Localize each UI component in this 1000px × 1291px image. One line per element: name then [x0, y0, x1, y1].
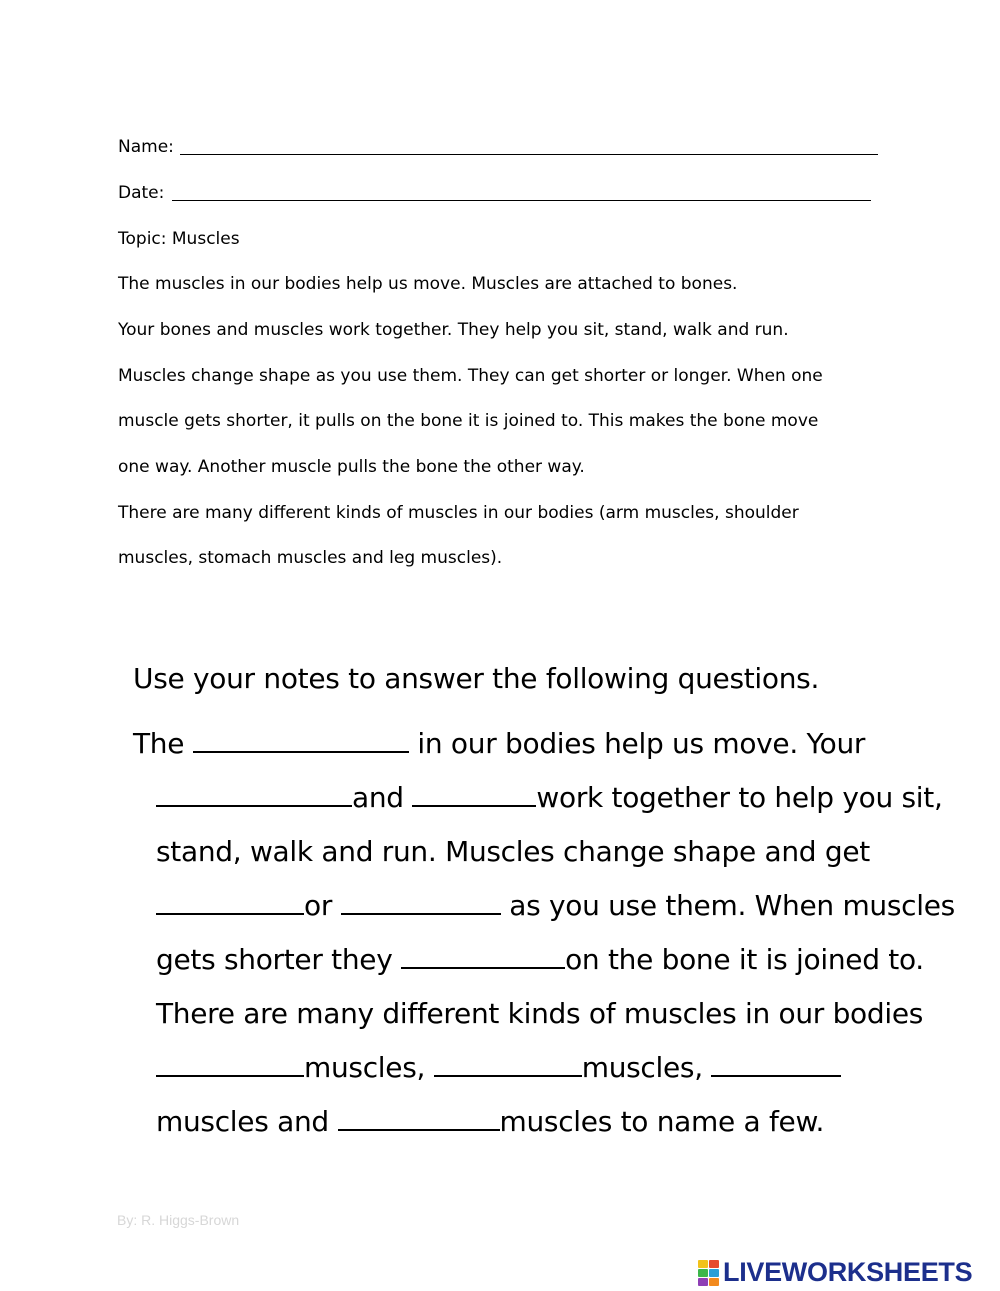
liveworksheets-brand	[698, 1257, 972, 1288]
name-field[interactable]	[180, 154, 878, 155]
blank-bones[interactable]	[156, 783, 352, 807]
blank-shorter[interactable]	[156, 891, 304, 915]
question-line-1	[133, 727, 865, 761]
q-text: or	[304, 889, 333, 922]
q-text: gets shorter they	[156, 943, 393, 976]
notes-line-2: Your bones and muscles work together. They help you sit, stand, walk and run.	[118, 320, 789, 340]
q-text: muscles and	[156, 1105, 329, 1138]
question-line-5	[156, 943, 924, 977]
notes-line-3: Muscles change shape as you use them. They can get shorter or longer. When one	[118, 366, 823, 386]
q-text: muscles,	[304, 1051, 426, 1084]
notes-line-4: muscle gets shorter, it pulls on the bone it is joined to. This makes the bone move	[118, 411, 819, 431]
blank-shoulder[interactable]	[434, 1053, 582, 1077]
blank-stomach[interactable]	[711, 1053, 841, 1077]
author-credit: By: R. Higgs-Brown	[117, 1212, 240, 1228]
question-line-2	[156, 781, 943, 815]
notes-line-1: The muscles in our bodies help us move. Muscles are attached to bones.	[118, 274, 738, 294]
q-text: in our bodies help us move. Your	[417, 727, 866, 760]
blank-pulls[interactable]	[401, 945, 565, 969]
date-field[interactable]	[172, 200, 871, 201]
blank-muscles-2[interactable]	[412, 783, 536, 807]
q-text: on the bone it is joined to.	[565, 943, 924, 976]
brand-name: LIVEWORKSHEETS	[723, 1257, 973, 1287]
name-label: Name:	[118, 137, 174, 157]
notes-line-7: muscles, stomach muscles and leg muscles).	[118, 548, 503, 568]
q-text: muscles to name a few.	[499, 1105, 825, 1138]
question-line-3: stand, walk and run. Muscles change shape and get	[156, 835, 870, 868]
question-line-8	[156, 1105, 824, 1139]
question-line-4	[156, 889, 955, 923]
topic-heading: Topic: Muscles	[118, 229, 240, 249]
question-line-7	[156, 1051, 841, 1085]
notes-line-5: one way. Another muscle pulls the bone the other way.	[118, 457, 585, 477]
blank-arm[interactable]	[156, 1053, 304, 1077]
q-text: The	[133, 727, 185, 760]
question-line-6: There are many different kinds of muscles in our bodies	[156, 997, 924, 1030]
q-text: as you use them. When muscles	[509, 889, 955, 922]
q-text: work together to help you sit,	[536, 781, 943, 814]
blank-muscles[interactable]	[193, 729, 409, 753]
date-label: Date:	[118, 183, 165, 203]
blank-leg[interactable]	[338, 1107, 500, 1131]
q-text: and	[352, 781, 404, 814]
liveworksheets-logo-icon	[698, 1260, 720, 1286]
instruction: Use your notes to answer the following questions.	[133, 662, 820, 695]
blank-longer[interactable]	[341, 891, 501, 915]
q-text: muscles,	[581, 1051, 703, 1084]
notes-line-6: There are many different kinds of muscles in our bodies (arm muscles, shoulder	[118, 503, 799, 523]
